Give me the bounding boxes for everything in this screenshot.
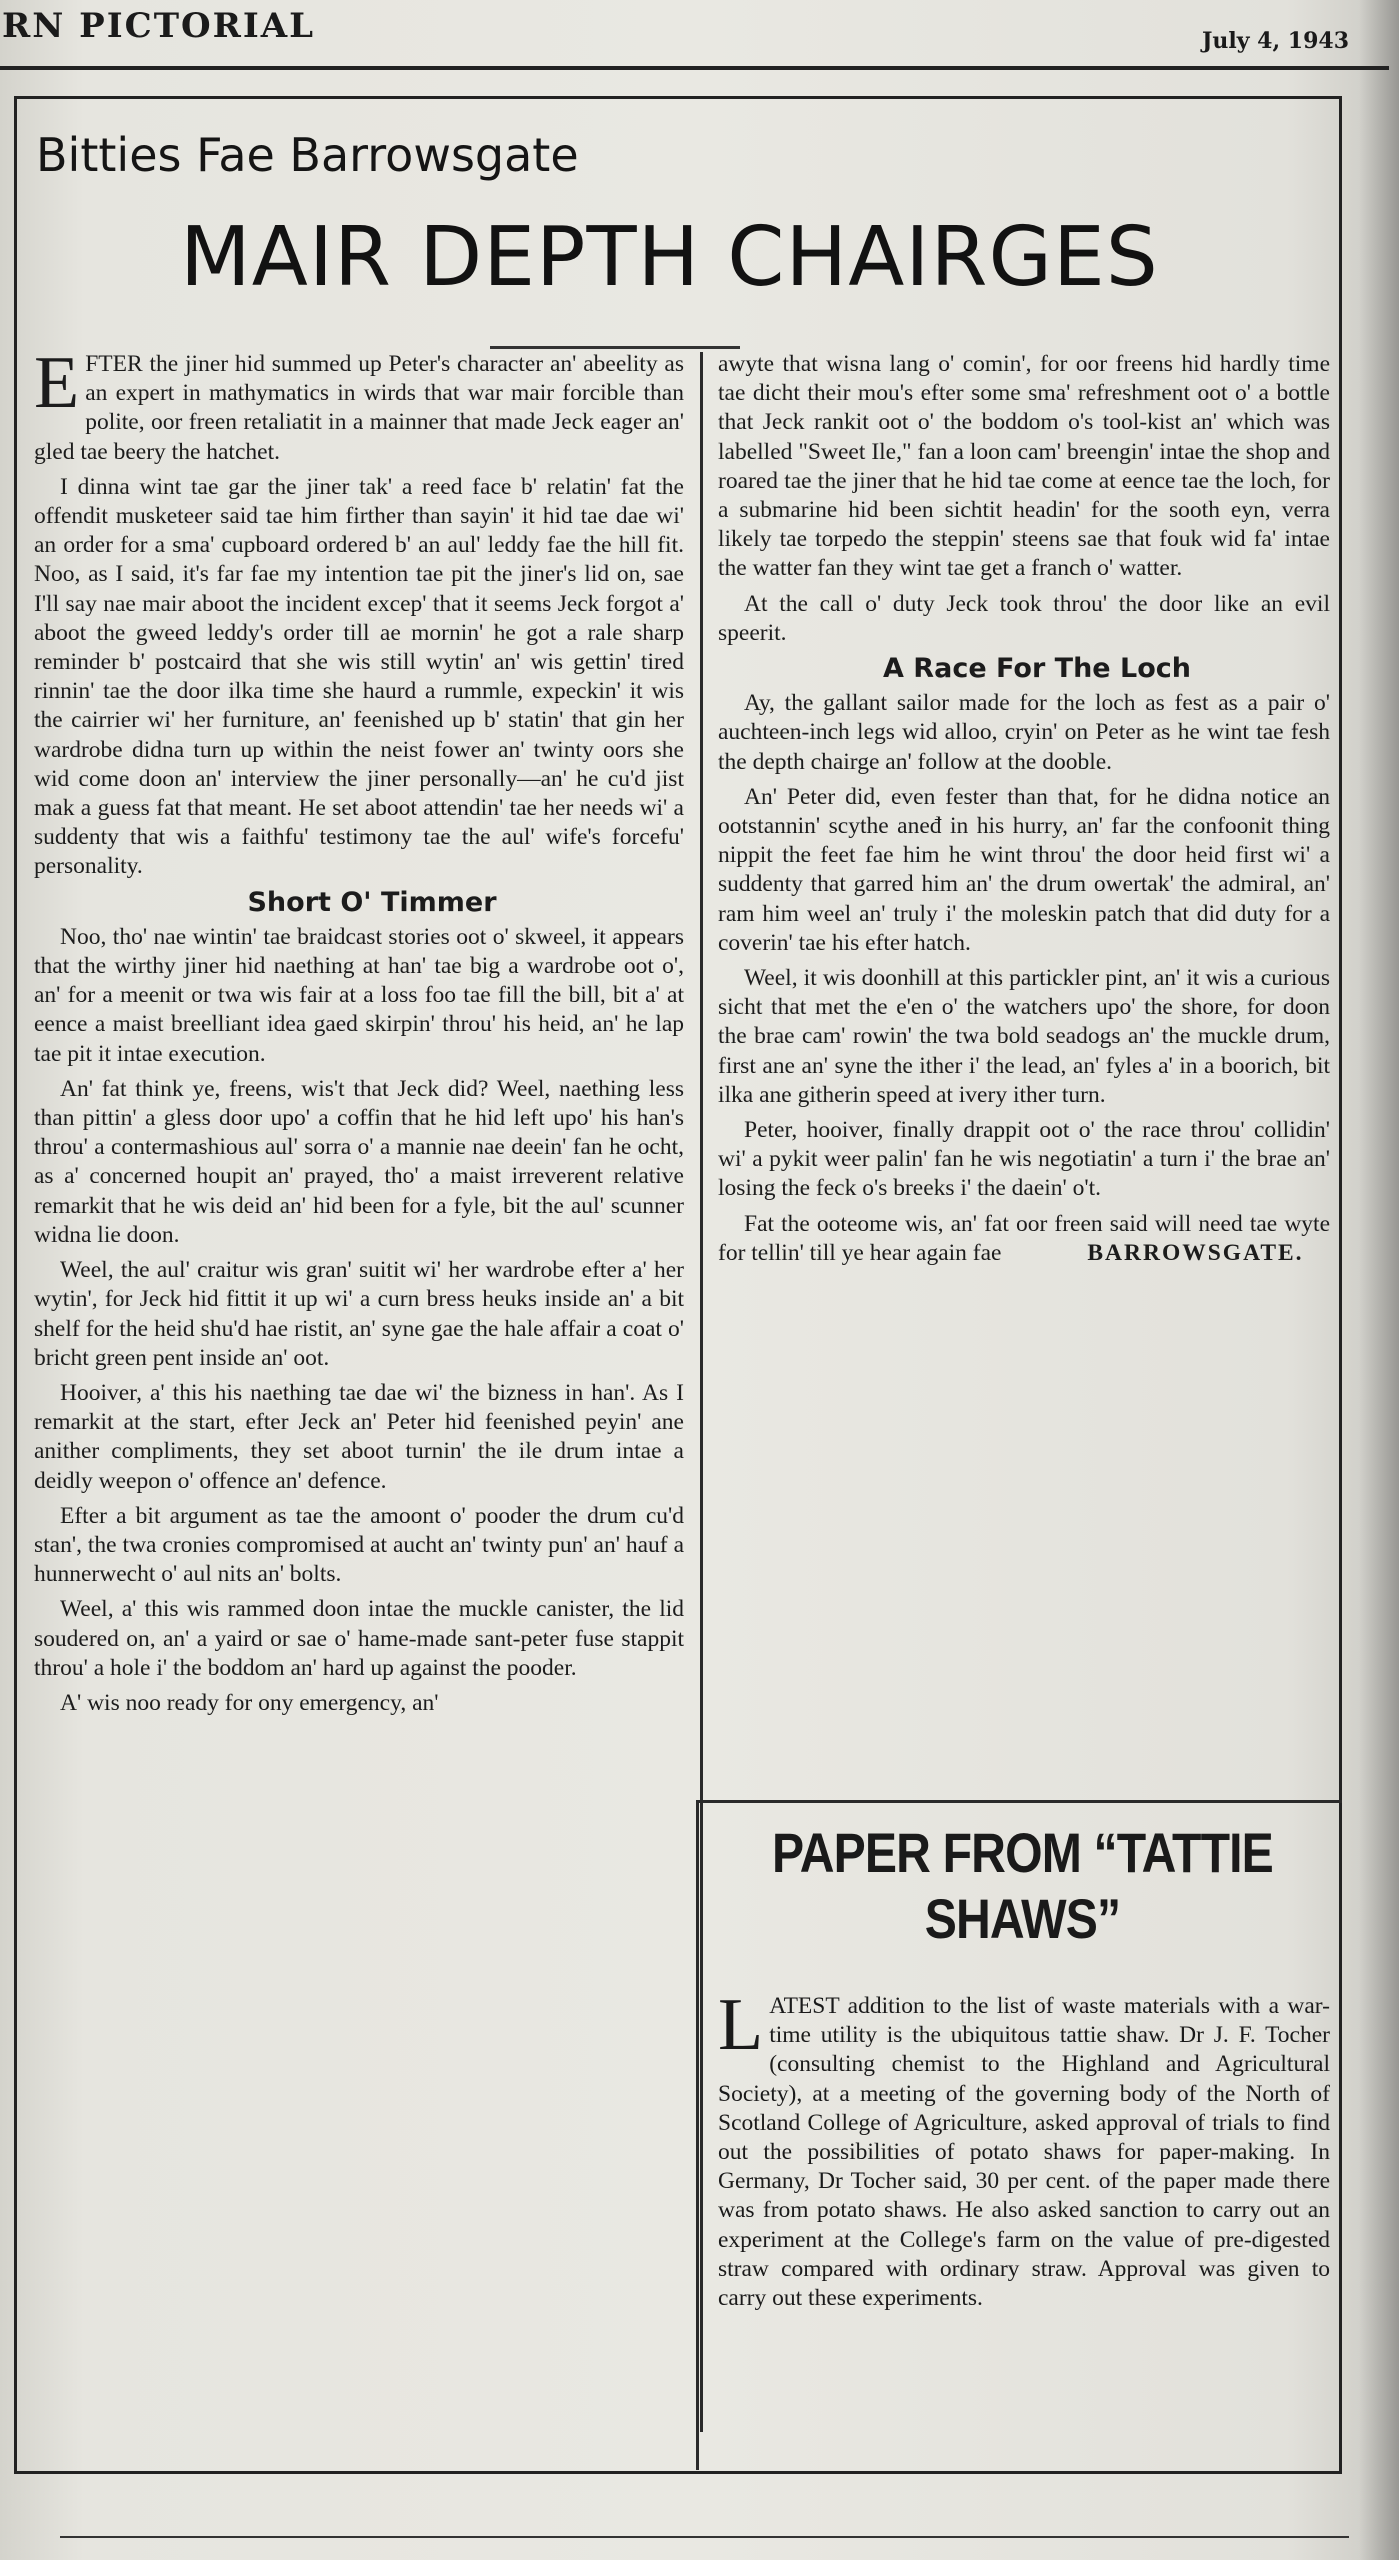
second-article-body xyxy=(718,1984,1330,2313)
article-headline: MAIR DEPTH CHAIRGES xyxy=(180,210,1159,305)
drop-cap: L xyxy=(718,1984,764,2066)
paragraph-text: ATEST addition to the list of waste materials with a war-time utility is the ubiquitous tattie shaw. Dr J. F. Tocher (consulting chemist to the Highland and Agricultural Society), at a meeting of the governing body of the North of Scotland College of Agriculture, asked approval of trials to find out the possibilities of potato shaws for paper-making. In Germany, Dr Tocher said, 30 per cent. of the paper made there was from potato shaws. He also asked sanction to carry out an experiment at the College's farm on the value of pre-digested straw compared with ordinary straw. Approval was given to carry out these experiments. xyxy=(718,1993,1330,2312)
second-article-top-rule xyxy=(696,1800,1342,1803)
article-column-right xyxy=(718,350,1330,1274)
paragraph: Weel, a' this wis rammed doon intae the muckle canister, the lid soudered on, an' a yaird or sae o' hame-made sant-peter fuse stappit throu' a hole i' the boddom an' hard up against the pooder. xyxy=(34,1596,684,1681)
paragraph: Ay, the gallant sailor made for the loch as fest as a pair o' auchteen-inch legs wid alloo, cryin' on Peter as he wint tae fesh the depth chairge an' follow at the dooble. xyxy=(718,690,1330,775)
subheading: Short O' Timmer xyxy=(247,886,497,918)
paragraph: An' Peter did, even fester than that, for he didna notice an ootstannin' scythe aneđ in his hurry, an' far the confoonit thing nippit the feet fae him he wint throu' the door heid first wi' a suddenty that garred him an' the drum owertak' the admiral, an' ram him weel an' truly i' the moleskin patch that did duty for a coverin' tae his efter hatch. xyxy=(718,783,1330,956)
paragraph xyxy=(718,1984,1330,2313)
second-article-left-rule xyxy=(696,1800,699,2470)
paragraph: awyte that wisna lang o' comin', for oor freens hid hardly time tae dicht their mou's efter some sma' refreshment oot o' a bottle that Jeck rankit oot o' the boddom o's tool-kist an' which was labelled "Sweet Ile," fan a loon cam' breengin' intae the shop and roared tae the jiner that he hid tae come at eence tae the loch, for a submarine hid been sichtit headin' for the sooth eyn, verra likely tae torpedo the steppin' steens sae that fouk wid fa' intae the watter fan they wint tae get a franch o' watter. xyxy=(718,351,1330,582)
byline-signature: BARROWSGATE. xyxy=(1087,1239,1304,1266)
header-rule xyxy=(0,66,1389,70)
dateline: July 4, 1943 xyxy=(1201,28,1349,54)
paragraph: Efter a bit argument as tae the amoont o' pooder the drum cu'd stan', the twa cronies compromised at aucht an' twinty pun' an' hauf a hunnerwecht o' aul nits an' bolts. xyxy=(34,1502,684,1588)
article-kicker: Bitties Fae Barrowsgate xyxy=(36,128,579,182)
paragraph: I dinna wint tae gar the jiner tak' a reed face b' relatin' fat the offendit musketeer said tae him firther than sayin' it hid tae dae wi' an order for a sma' cupboard ordered b' an aul' leddy fae the hill fit. Noo, as I said, it's far fae my intention tae pit the jiner's lid on, sae I'll say nae mair aboot the incident excep' that it seems Jeck forgot a' aboot the gweed leddy's order till ae mornin' he got a rale sharp reminder b' postcaird that she wis still wytin' an' wis gettin' tired rinnin' tae the door ilka time she haurd a rummle, expeckin' it wis the cairrier wi' her furniture, an' feenished up b' statin' that gin her wardrobe didna turn up within the neist fower an' twinty oors she wid come doon an' interview the jiner personally—an' he cu'd jist mak a guess fat that meant. He set aboot attendin' tae her needs wi' a suddenty that wis a faithfu' testimony tae the aul' wife's forcefu' personality. xyxy=(34,473,684,880)
article-column-left xyxy=(34,342,684,1724)
paragraph: Weel, it wis doonhill at this partickler pint, an' it wis a curious sicht that met the e'en o' the watchers upo' the shore, for doon the brae cam' rowin' the twa bold seadogs an' the muckle drum, first ane an' syne the ither i' the lead, an' fyles a' in a boorich, bit ilka ane githerin speed at ivery ither turn. xyxy=(718,965,1330,1108)
paragraph: An' fat think ye, freens, wis't that Jeck did? Weel, naething less than pittin' a gless door upo' a coffin that he hid left upo' his han's throu' a contermashious aul' sorra o' a mannie nae deein' fan he ocht, as a' concerned houpit an' prayed, tho' a maist irreverent relative remarkit that he wis deid an' hid been for a fyle, bit the aul' scunner widna lie doon. xyxy=(34,1075,684,1248)
column-divider xyxy=(700,352,703,2432)
paragraph: At the call o' duty Jeck took throu' the door like an evil speerit. xyxy=(718,590,1330,646)
drop-cap: E xyxy=(34,342,80,424)
paragraph xyxy=(34,342,684,467)
subheading: A Race For The Loch xyxy=(883,653,1191,685)
paragraph: Noo, tho' nae wintin' tae braidcast stories oot o' skweel, it appears that the wirthy jiner hid naething at han' tae big a wardrobe oot o', an' for a meenit or twa wis fair at a loss foo tae fill the bill, bit a' at eence a maist breelliant idea gaed skirpin' throu' his heid, an' he lap tae pit it intae execution. xyxy=(34,923,684,1067)
paragraph-text: Fat the ooteome wis, an' fat oor freen said will need tae wyte for tellin' till ye hear again fae xyxy=(718,1210,1330,1266)
masthead: RN PICTORIAL xyxy=(2,6,316,46)
paragraph xyxy=(718,1210,1330,1268)
second-article-headline: PAPER FROM “TATTIE SHAWS” xyxy=(772,1821,1273,1950)
headline-rule xyxy=(490,346,740,349)
paragraph: A' wis noo ready for ony emergency, an' xyxy=(60,1689,439,1716)
page-header xyxy=(0,0,1359,62)
paragraph: Weel, the aul' craitur wis gran' suitit wi' her wardrobe efter a' her wytin', for Jeck hid fittit it up wi' a curn bress heuks inside an' a bit shelf for the heid shu'd hae ristit, an' syne gae the hale affair a coat o' bricht green pent inside an' oot. xyxy=(34,1257,684,1371)
footer-rule xyxy=(60,2536,1349,2538)
paragraph: Hooiver, a' this his naething tae dae wi' the bizness in han'. As I remarkit at the start, efter Jeck an' Peter hid feenished peyin' ane anither compliments, they set aboot turnin' the ile drum intae a deidly weepon o' offence an' defence. xyxy=(34,1379,684,1494)
paragraph: Peter, hooiver, finally drappit oot o' the race throu' collidin' wi' a pykit weer palin' fan he wis negotiatin' a turn i' the brae an' losing the feck o's breeks i' the daein' o't. xyxy=(718,1117,1330,1202)
paragraph-text: FTER the jiner hid summed up Peter's character an' abeelity as an expert in mathymatics in wirds that war mair forcible than polite, oor freen retaliatit in a mainner that made Jeck eager an' gled tae beery the hatchet. xyxy=(34,351,684,465)
page-shadow-edge xyxy=(1359,0,1399,2560)
